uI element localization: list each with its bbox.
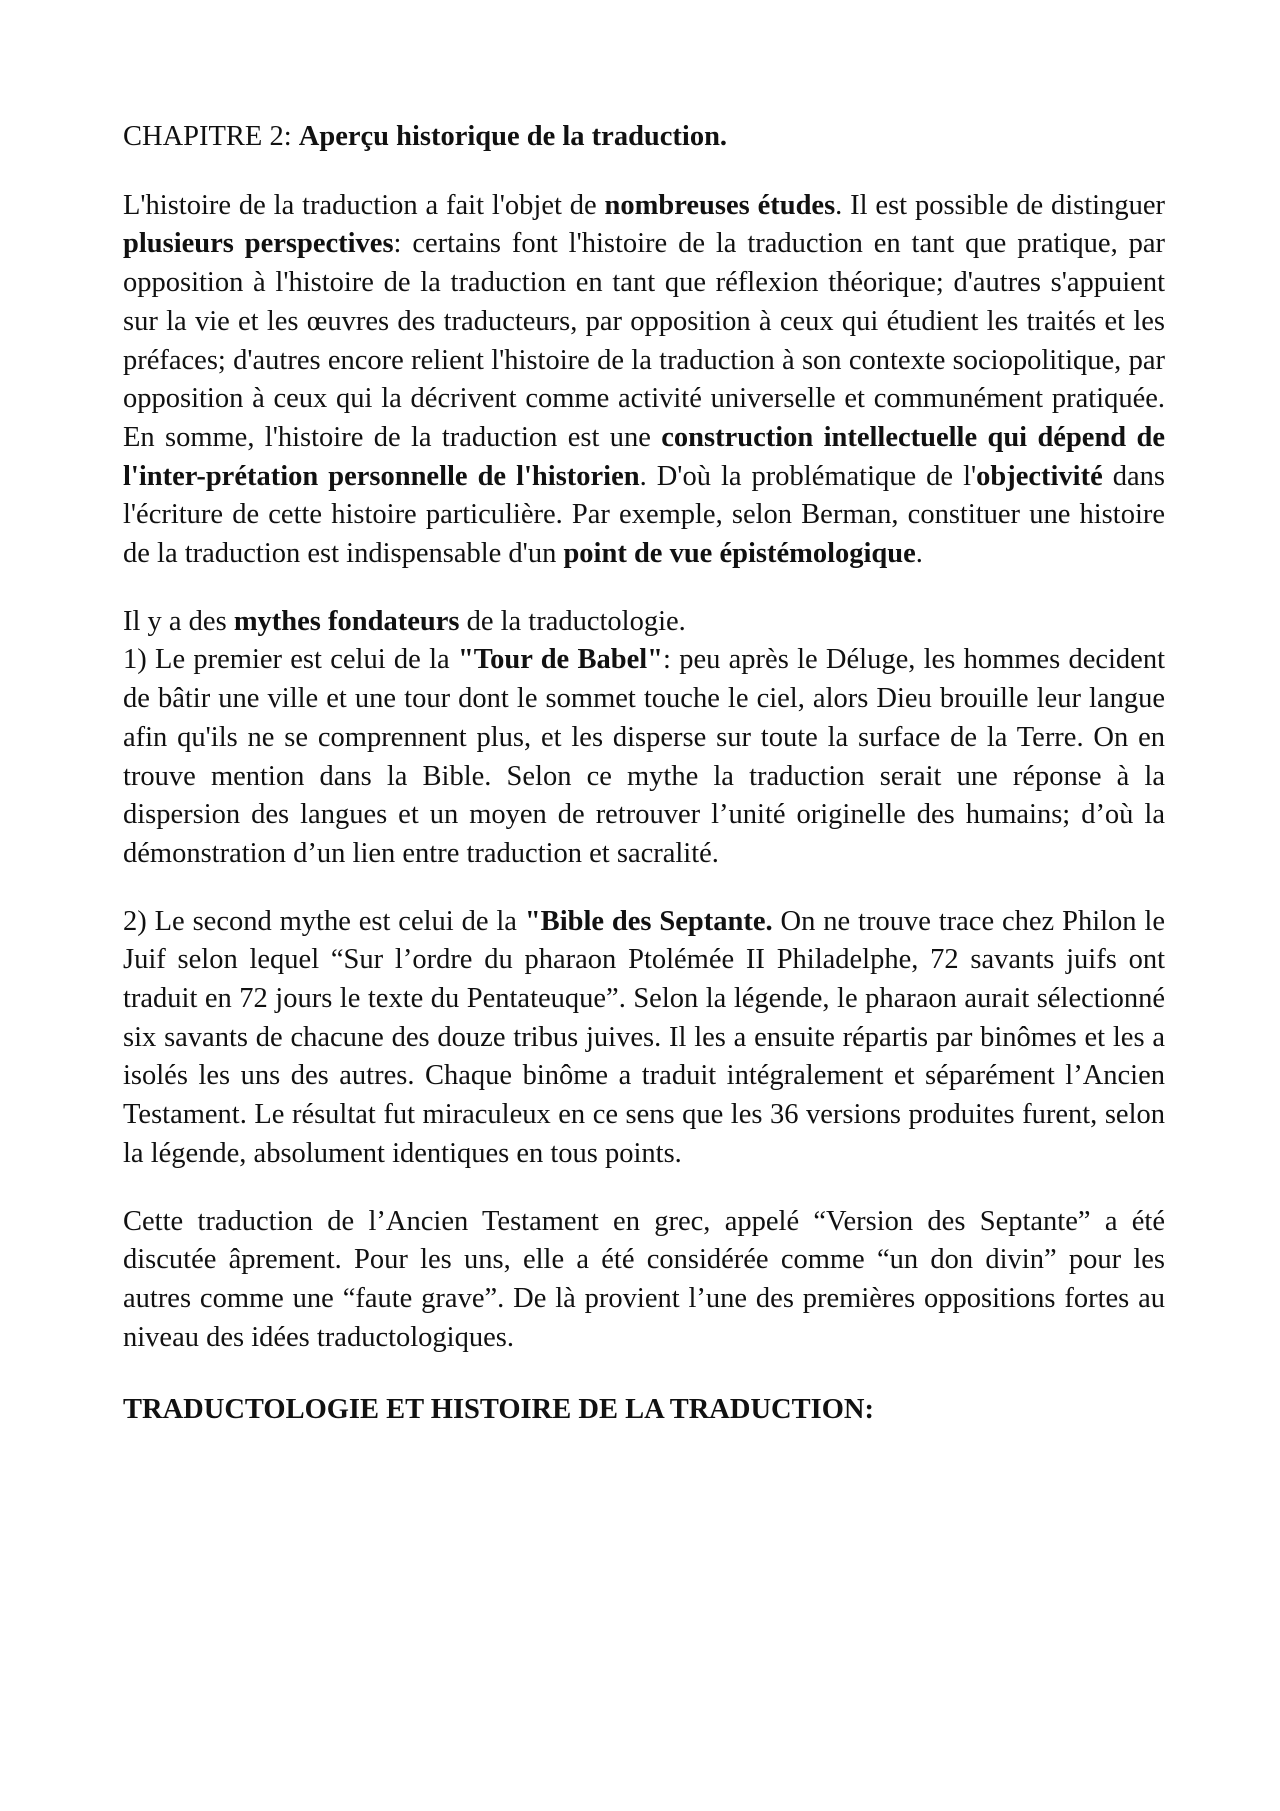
- septante-discussion-paragraph: Cette traduction de l’Ancien Testament en grec, appelé “Version des Septante” a été discutée âprement. Pour les uns, elle a été considérée comme “un don divin” pour les autres comme une “faute grave”. De là provient l’une des premières oppositions fortes au niveau des idées traductologiques.: [123, 1205, 1165, 1353]
- myths-intro-line: [123, 606, 686, 637]
- bold-phrase: objectivité: [976, 460, 1103, 492]
- intro-paragraph: [123, 187, 1165, 574]
- text-run: .: [915, 538, 923, 570]
- bold-phrase: nombreuses études: [604, 189, 836, 221]
- myths-paragraph: [123, 603, 1165, 874]
- text-run: dans l'écriture de cette histoire particulière. Par exemple, selon Berman, constituer une histoire de la traduction est indispensable d'un: [123, 460, 1165, 570]
- bold-phrase: "Bible des Septante.: [524, 905, 773, 937]
- text-run: 1) Le premier est celui de la: [123, 644, 458, 676]
- text-run: . D'où la problématique de l': [639, 460, 977, 492]
- bold-phrase: construction intellectuelle qui dépend de l'inter-prétation personnelle de l'historien: [123, 421, 1165, 492]
- myth-septante-paragraph: [123, 903, 1165, 1174]
- chapter-heading: [123, 118, 1165, 157]
- section-heading: [123, 1391, 1165, 1430]
- text-run: Il y a des: [123, 605, 234, 637]
- bold-phrase: "Tour de Babel": [457, 644, 663, 676]
- document-page: [123, 118, 1165, 1430]
- chapter-label: CHAPITRE 2:: [123, 121, 299, 152]
- bold-phrase: point de vue épistémologique: [563, 538, 916, 570]
- text-run: : certains font l'histoire de la traduction en tant que pratique, par opposition à l'histoire de la traduction en tant que réflexion théorique; d'autres s'appuient sur la vie et les œuvres des traducteurs, par opposition à ceux qui étudient les traités et les préfaces; d'autres encore relient l'histoire de la traduction à son contexte sociopolitique, par opposition à ceux qui la décrivent comme activité universelle et communément pratiquée. En somme, l'histoire de la traduction est une: [123, 228, 1165, 453]
- bold-phrase: mythes fondateurs: [233, 605, 460, 637]
- text-run: : peu après le Déluge, les hommes decident de bâtir une ville et une tour dont le sommet touche le ciel, alors Dieu brouille leur langue afin qu'ils ne se comprennent plus, et les disperse sur toute la surface de la Terre. On en trouve mention dans la Bible. Selon ce mythe la traduction serait une réponse à la dispersion des langues et un moyen de retrouver l’unité originelle des humains; d’où la démonstration d’un lien entre traduction et sacralité.: [123, 644, 1165, 869]
- section-heading-text: TRADUCTOLOGIE ET HISTOIRE DE LA TRADUCTION:: [123, 1394, 874, 1426]
- text-run: L'histoire de la traduction a fait l'objet de: [123, 189, 605, 221]
- myth-babel: [123, 644, 1165, 869]
- chapter-title: Aperçu historique de la traduction.: [298, 121, 728, 152]
- text-run: 2) Le second mythe est celui de la: [123, 905, 525, 937]
- text-run: On ne trouve trace chez Philon le Juif selon lequel “Sur l’ordre du pharaon Ptolémée II Philadelphe, 72 savants juifs ont traduit en 72 jours le texte du Pentateuque”. Selon la légende, le pharaon aurait sélectionné six savants de chacune des douze tribus juives. Il les a ensuite répartis par binômes et les a isolés les uns des autres. Chaque binôme a traduit intégralement et séparément l’Ancien Testament. Le résultat fut miraculeux en ce sens que les 36 versions produites furent, selon la légende, absolument identiques en tous points.: [123, 905, 1165, 1169]
- text-run: de la traductologie.: [459, 605, 686, 637]
- text-run: . Il est possible de distinguer: [835, 189, 1165, 221]
- bold-phrase: plusieurs perspectives: [123, 228, 394, 260]
